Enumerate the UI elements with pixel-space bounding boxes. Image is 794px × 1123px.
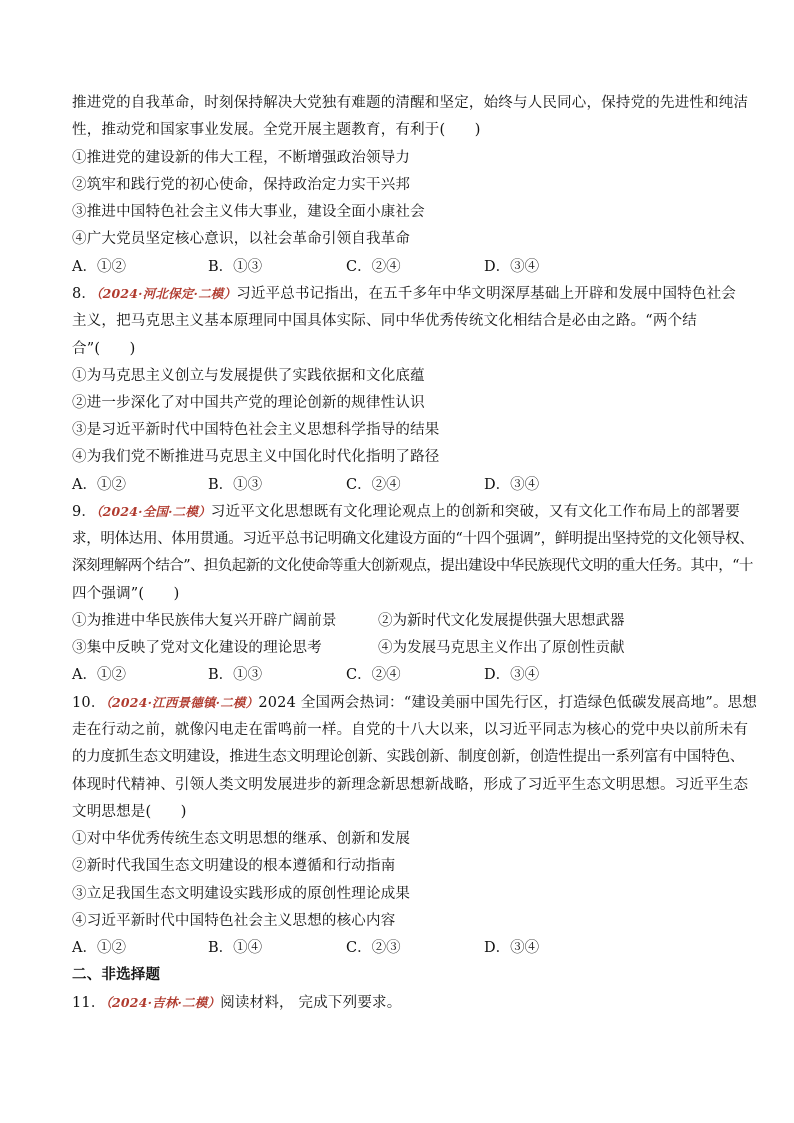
q8-number: 8． [72,286,97,302]
q10-stem-line4: 体现时代精神、引领人类文明发展进步的新理念新思想新战略，形成了习近平生态文明思想。习近平生态 [72,777,749,793]
q7-option-d: D．③④ [484,259,540,275]
q9-option-b: B．①③ [208,667,263,683]
q7-item-4: ④广大党员坚定核心意识，以社会革命引领自我革命 [72,231,411,247]
q9-stem-line3: 深刻理解两个结合”、担负起新的文化使命等重大创新观点，提出建设中华民族现代文明的重大任务。其中，“十 [72,558,753,574]
q10-item-2: ②新时代我国生态文明建设的根本遵循和行动指南 [72,858,396,874]
q9-source-tag: （2024·全国·二模） [96,504,211,519]
q10-stem-line3: 的力度抓生态文明建设，推进生态文明理论创新、实践创新、制度创新，创造性提出一系列富有中国特色、 [72,749,745,765]
q7-option-a: A．①② [72,259,126,275]
q9-item-4: ④为发展马克思主义作出了原创性贡献 [378,640,625,656]
q9-stem-line2: 求，明体达用、体用贯通。习近平总书记明确文化建设方面的“十四个强调”，鲜明提出坚持党的文化领导权、 [72,531,754,547]
q10-stem-line5: 文明思想是( ) [72,804,187,820]
q9-item-1: ①为推进中华民族伟大复兴开辟广阔前景 [72,613,337,629]
q9-stem-line1 [72,502,740,522]
q11-number: 11． [72,995,106,1011]
q9-option-d: D．③④ [484,667,540,683]
q11-stem-line1 [72,993,401,1013]
q10-stem-text: 2024 全国两会热词：“建设美丽中国先行区，打造绿色低碳发展高地”。思想 [258,695,758,711]
q9-option-a: A．①② [72,667,126,683]
q7-stem-line2: 性，推动党和国家事业发展。全党开展主题教育，有利于( ) [72,122,481,138]
q10-item-4: ④习近平新时代中国特色社会主义思想的核心内容 [72,913,396,929]
q7-item-1: ①推进党的建设新的伟大工程，不断增强政治领导力 [72,150,411,166]
q11-stem-text: 阅读材料， 完成下列要求。 [220,995,402,1011]
q8-item-3: ③是习近平新时代中国特色社会主义思想科学指导的结果 [72,422,440,438]
q8-option-d: D．③④ [484,477,540,493]
q7-stem-line1: 推进党的自我革命，时刻保持解决大党独有难题的清醒和坚定，始终与人民同心，保持党的先进性和纯洁 [72,95,749,111]
q9-stem-line4: 四个强调”( ) [72,586,180,602]
q8-item-2: ②进一步深化了对中国共产党的理论创新的规律性认识 [72,395,425,411]
q7-option-c: C．②④ [346,259,401,275]
q9-item-2: ②为新时代文化发展提供强大思想武器 [378,613,625,629]
q8-source-tag: （2024·河北保定·二模） [96,286,237,301]
q10-source-tag: （2024·江西景德镇·二模） [105,695,259,710]
q10-stem-line1 [72,693,757,713]
q10-option-b: B．①④ [208,940,263,956]
q8-option-a: A．①② [72,477,126,493]
q8-stem-line1 [72,284,736,304]
q8-stem-line3: 合”( ) [72,341,136,357]
q10-item-1: ①对中华优秀传统生态文明思想的继承、创新和发展 [72,831,411,847]
q10-number: 10． [72,695,106,711]
q7-item-2: ②筑牢和践行党的初心使命，保持政治定力实干兴邦 [72,177,411,193]
q9-option-c: C．②④ [346,667,401,683]
q8-stem-text: 习近平总书记指出，在五千多年中华文明深厚基础上开辟和发展中国特色社会 [236,286,736,302]
q8-option-c: C．②④ [346,477,401,493]
q10-option-d: D．③④ [484,940,540,956]
q7-option-b: B．①③ [208,259,263,275]
q10-stem-line2: 走在行动之前，就像闪电走在雷鸣前一样。自党的十八大以来，以习近平同志为核心的党中央以前所未有 [72,722,749,738]
q9-item-3: ③集中反映了党对文化建设的理论思考 [72,640,322,656]
q10-option-c: C．②③ [346,940,401,956]
section-title-non-choice: 二、非选择题 [72,966,161,983]
q9-stem-text: 习近平文化思想既有文化理论观点上的创新和突破，又有文化工作布局上的部署要 [210,504,740,520]
q7-item-3: ③推进中国特色社会主义伟大事业，建设全面小康社会 [72,204,425,220]
q8-item-4: ④为我们党不断推进马克思主义中国化时代化指明了路径 [72,449,440,465]
q9-number: 9． [72,504,97,520]
q11-source-tag: （2024·吉林·二模） [105,995,221,1010]
q8-stem-line2: 主义，把马克思主义基本原理同中国具体实际、同中华优秀传统文化相结合是必由之路。“两个结 [72,313,698,329]
q10-item-3: ③立足我国生态文明建设实践形成的原创性理论成果 [72,886,411,902]
q8-option-b: B．①③ [208,477,263,493]
q10-option-a: A．①② [72,940,126,956]
q8-item-1: ①为马克思主义创立与发展提供了实践依据和文化底蕴 [72,368,425,384]
